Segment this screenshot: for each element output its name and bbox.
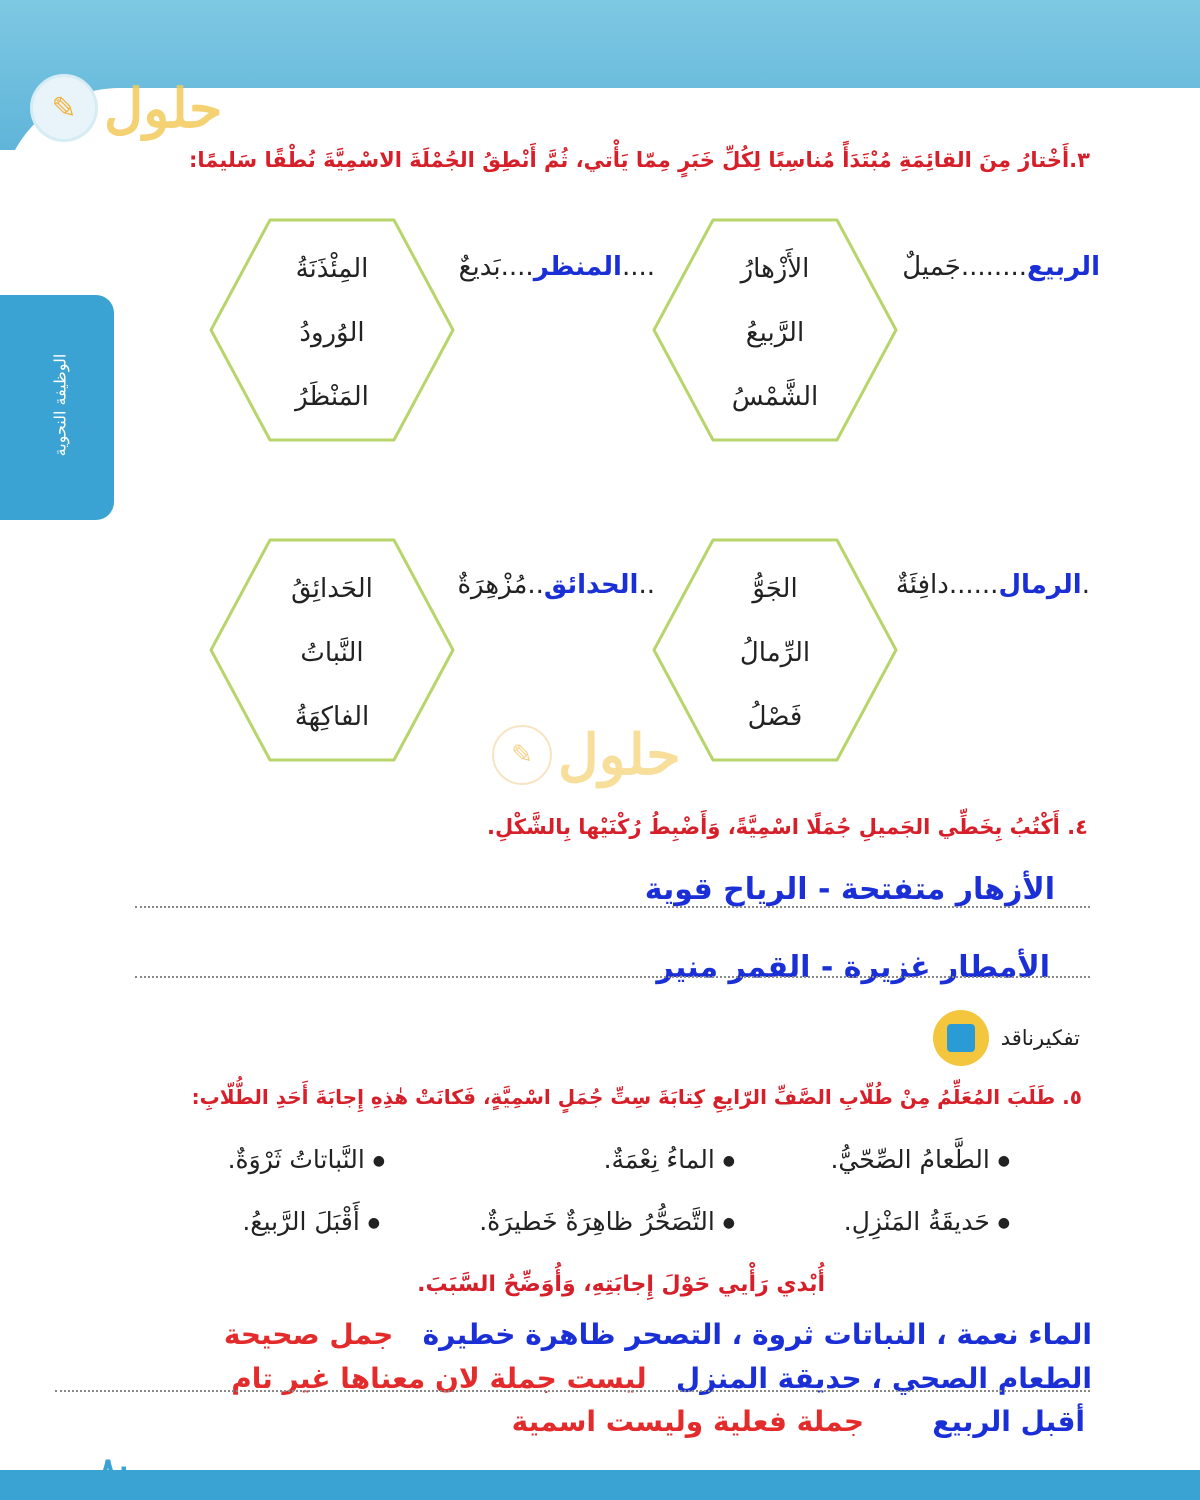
side-tab-label: الوظيفة النحوية (50, 353, 70, 457)
q5-bullet: ● حَديقَةُ المَنْزِلِ. (844, 1207, 1010, 1236)
hex-word: الوُرودُ (299, 318, 365, 348)
page-number: ٨٠ (100, 1453, 132, 1483)
hex-word: الرَّبيعُ (745, 318, 805, 348)
q3-dots-2: .... (500, 252, 534, 282)
q3-dots-4: .. (527, 570, 544, 600)
writing-line (135, 906, 1090, 908)
watermark-logo (492, 722, 681, 788)
q5-bullet: ● الطَّعامُ الصِّحّيُّ. (830, 1145, 1010, 1174)
q3-khabar-2: بَديعٌ (458, 252, 501, 282)
q3-dots-3: ...... (948, 570, 999, 600)
q5-answer-2-red: ليست جملة لان معناها غير تام (231, 1362, 647, 1395)
q3-dots-1: ........ (960, 252, 1027, 282)
hex-word: الرِّمالُ (739, 638, 811, 668)
footer-band (0, 1470, 1200, 1500)
q3-lead-4: .. (638, 570, 655, 600)
q3-lead-3: . (1081, 570, 1090, 600)
q3-answer-1: الربيع (1027, 252, 1100, 282)
watermark-text: حلول (558, 722, 681, 788)
q3-item-4 (457, 570, 655, 600)
q5-title: ٥. طَلَبَ المُعَلِّمُ مِنْ طُلّابِ الصَّفِّ الرّابِعِ كِتابَةَ سِتِّ جُمَلٍ اسْمِيَّةٍ، فَكانَتْ هٰذِهِ إِجابَةَ أَحَدِ الطُّلّابِ: (191, 1085, 1082, 1109)
q5-answer-1-red: جمل صحيحة (223, 1318, 394, 1351)
q5-bullet: ● النَّباتاتُ ثَرْوَةٌ. (228, 1145, 385, 1174)
logo-text: حلول (104, 76, 223, 140)
hex-word: الشَّمْسُ (731, 382, 819, 412)
hex-word: الحَدائِقُ (291, 574, 373, 604)
hex-word: المِئْذَنَةُ (295, 254, 369, 284)
q3-title: ٣.أَخْتارُ مِنَ القائِمَةِ مُبْتَدَأً مُناسِبًا لِكُلِّ خَبَرٍ مِمّا يَأْتي، ثُمَّ أَنْطِقُ الجُمْلَةَ الاسْمِيَّةَ نُطْقًا سَليمًا: (188, 148, 1090, 172)
q5-answer-2-blue: الطعام الصحي ، حديقة المنزل (675, 1362, 1092, 1395)
q5-answer-3-red: جملة فعلية وليست اسمية (511, 1405, 865, 1438)
q3-answer-4: الحدائق (543, 570, 639, 600)
q3-khabar-3: دافِئَةٌ (895, 570, 949, 600)
book-icon: ✎ (492, 725, 552, 785)
q3-item-2 (459, 252, 655, 282)
hex-word: النَّباتُ (300, 638, 364, 668)
critical-thinking-label: تفكيرناقد (1000, 1026, 1080, 1050)
q3-answer-3: الرمال (998, 570, 1082, 600)
q3-khabar-4: مُزْهِرَةٌ (457, 570, 528, 600)
q3-item-3 (896, 570, 1090, 600)
q3-item-1 (902, 252, 1100, 282)
puzzle-head-icon (933, 1010, 989, 1066)
q4-answer-line-1: الأزهار متفتحة - الرياح قوية (644, 872, 1055, 907)
site-logo (30, 68, 250, 148)
q3-lead-2: .... (621, 252, 655, 282)
hex-word: الفاكِهَةُ (294, 702, 370, 732)
q5-bullet: ● الماءُ نِعْمَةٌ. (604, 1145, 735, 1174)
hex-word: الجَوُّ (752, 574, 798, 604)
hexagon-options-3 (650, 535, 900, 765)
q5-bullet: ● التَّصَحُّرُ ظاهِرَةٌ خَطيرَةٌ. (479, 1207, 735, 1236)
hex-word: الأَزْهارُ (740, 254, 810, 284)
hex-word: فَصْلُ (747, 702, 803, 732)
q3-answer-2: المنظر (533, 252, 622, 282)
q5-answer-1-blue: الماء نعمة ، النباتات ثروة ، التصحر ظاهرة خطيرة (422, 1318, 1092, 1351)
q5-answer-row-3 (512, 1405, 1085, 1438)
hexagon-options-1 (650, 215, 900, 445)
hexagon-options-2 (207, 215, 457, 445)
q3-khabar-1: جَميلٌ (902, 252, 961, 282)
writing-line (55, 1390, 1090, 1392)
book-icon: ✎ (30, 74, 98, 142)
hex-word: المَنْظَرُ (295, 382, 369, 412)
q5-bullet: ● أَقْبَلَ الرَّبيعُ. (242, 1207, 380, 1236)
side-tab (0, 295, 114, 520)
q5-answer-row-1 (224, 1318, 1092, 1351)
opinion-prompt: أُبْدي رَأْيي حَوْلَ إِجابَتِهِ، وَأُوَضِّحُ السَّبَبَ. (417, 1272, 825, 1297)
q4-answer-line-2: الأمطار غزيرة - القمر منير (656, 950, 1050, 985)
q4-title: ٤. أَكْتُبُ بِخَطِّي الجَميلِ جُمَلًا اسْمِيَّةً، وَأَضْبِطُ رُكْنَيْها بِالشَّكْلِ. (487, 815, 1088, 839)
writing-line (135, 976, 1090, 978)
hexagon-options-4 (207, 535, 457, 765)
critical-thinking-badge (933, 1010, 1080, 1066)
q5-answer-3-blue: أقبل الربيع (932, 1405, 1085, 1438)
